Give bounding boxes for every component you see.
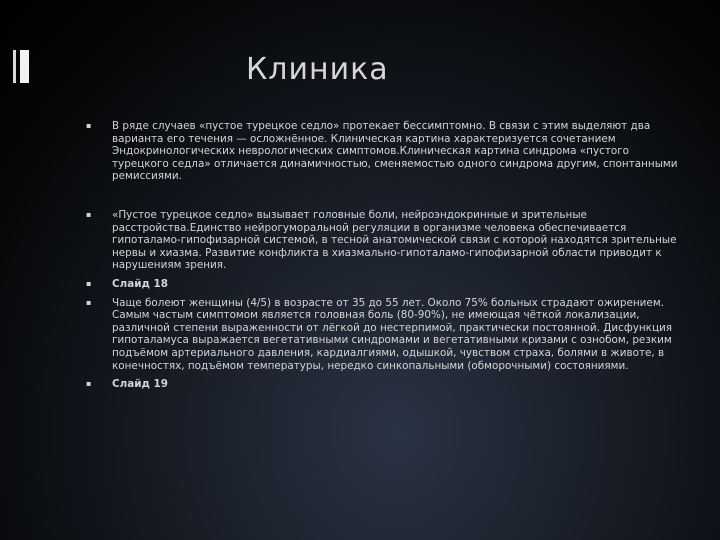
- bullet-icon: ▪: [86, 379, 92, 389]
- list-item: [86, 209, 680, 272]
- accent-bar-thin: [13, 50, 16, 83]
- list-item-text: Чаще болеют женщины (4/5) в возрасте от 35 до 55 лет. Около 75% больных страдают ожирением. Самым частым симптомом является головная боль (80-90%), не имеющая чёткой локализации, различной степени выраженности от лёгкой до нестерпимой, практически постоянной. Дисфункция гипоталамуса выражается вегетативными синдромами и вегетативными кризами с ознобом, резким подъёмом артериального давления, кардиалгиями, одышкой, чувством страха, болями в животе, в конечностях, подъёмом температуры, нередко синкопальными (обморочными) состояниями.: [112, 296, 673, 372]
- accent-bar-thick: [20, 50, 29, 83]
- list-item-text: В ряде случаев «пустое турецкое седло» протекает бессимптомно. В связи с этим выделяют два варианта его течения — осложнённое. Клиническая картина характеризуется сочетанием Эндокринологических неврологических симптомов.Клиническая картина синдрома «пустого турецкого седла» отличается динамичностью, сменяемостью одного синдрома другим, спонтанными ремиссиями.: [112, 120, 678, 183]
- list-item-text: «Пустое турецкое седло» вызывает головные боли, нейроэндокринные и зрительные расстройства.Единство нейрогуморальной регуляции в организме человека обеспечивается гипоталамо-гипофизарной системой, в тесной анатомической связи с которой находятся зрительные нервы и хиазма. Развитие конфликта в хиазмально-гипоталамо-гипофизарной области приводит к нарушениям зрения.: [112, 208, 677, 272]
- list-item: [86, 297, 680, 373]
- list-item: [86, 278, 680, 291]
- slide-reference-18: Слайд 18: [112, 277, 168, 290]
- bullet-icon: ▪: [86, 297, 92, 307]
- slide-body: [86, 120, 680, 391]
- bullet-icon: ▪: [86, 121, 92, 130]
- slide-reference-19: Слайд 19: [112, 378, 168, 391]
- slide-title: Клиника: [246, 52, 389, 87]
- bullet-icon: ▪: [86, 278, 92, 288]
- list-item: [86, 378, 680, 391]
- list-item: [86, 120, 680, 183]
- bullet-icon: ▪: [86, 209, 92, 219]
